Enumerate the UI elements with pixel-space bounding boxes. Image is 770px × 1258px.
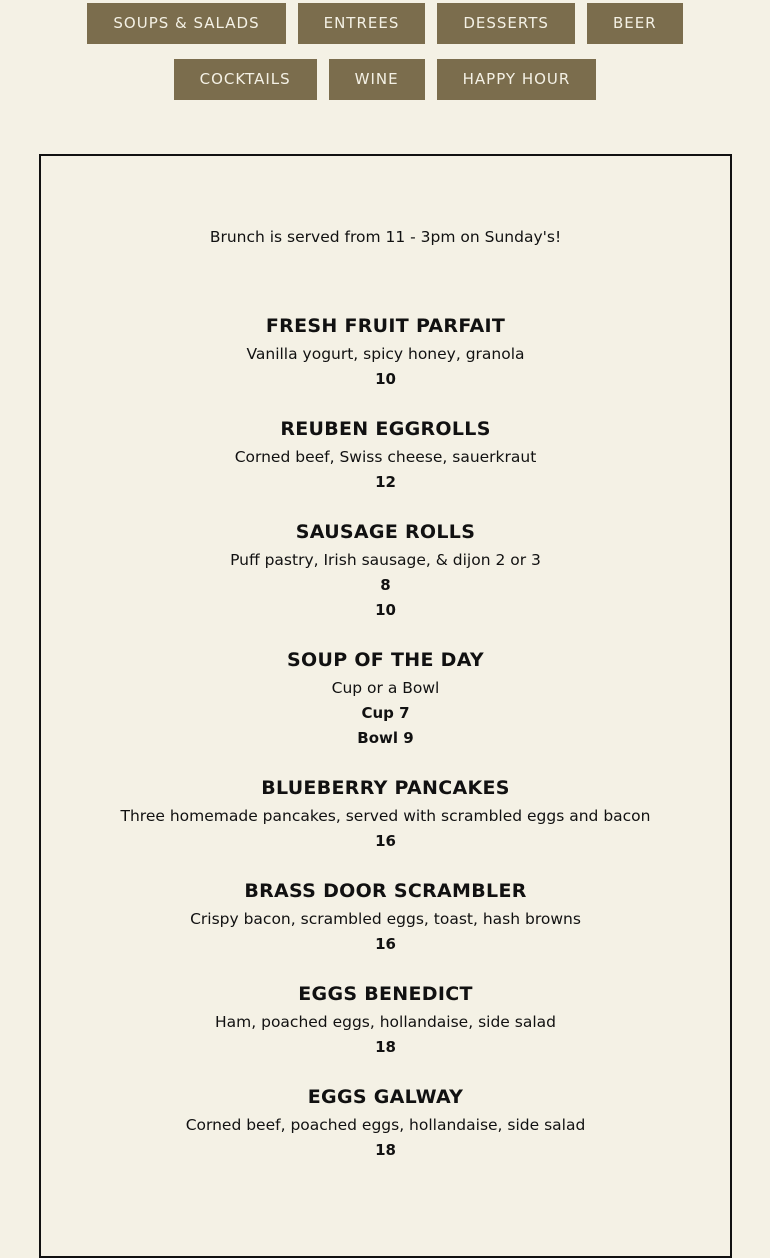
menu-item-price: 8: [380, 576, 391, 594]
nav-button-desserts[interactable]: DESSERTS: [437, 3, 575, 44]
menu-item-name: SOUP OF THE DAY: [287, 649, 484, 671]
menu-item-description: Three homemade pancakes, served with scrambled eggs and bacon: [120, 807, 651, 825]
menu-item-description: Corned beef, Swiss cheese, sauerkraut: [234, 448, 537, 466]
nav-row-1: [0, 3, 770, 44]
menu-item-price: 10: [375, 370, 396, 388]
menu-item-price: Cup 7: [361, 704, 410, 722]
menu-item-name: BRASS DOOR SCRAMBLER: [244, 880, 527, 902]
menu-item: [41, 1083, 730, 1163]
menu-item-name: BLUEBERRY PANCAKES: [261, 777, 510, 799]
menu-item: [41, 646, 730, 751]
menu-item: [41, 980, 730, 1060]
menu-item-name: SAUSAGE ROLLS: [295, 521, 476, 543]
menu-item-description: Ham, poached eggs, hollandaise, side salad: [215, 1013, 556, 1031]
menu-item-price: 10: [375, 601, 396, 619]
menu-item-description: Vanilla yogurt, spicy honey, granola: [246, 345, 525, 363]
menu-item-name: FRESH FRUIT PARFAIT: [265, 315, 506, 337]
menu-item-name: REUBEN EGGROLLS: [280, 418, 491, 440]
menu-item: [41, 518, 730, 623]
menu-item-description: Corned beef, poached eggs, hollandaise, side salad: [185, 1116, 586, 1134]
menu-item: [41, 312, 730, 392]
nav-button-cocktails[interactable]: COCKTAILS: [174, 59, 317, 100]
menu-item-description: Puff pastry, Irish sausage, & dijon 2 or 3: [230, 551, 541, 569]
menu-item-price: Bowl 9: [357, 729, 414, 747]
nav-button-entrees[interactable]: ENTREES: [298, 3, 426, 44]
brunch-menu-panel: [39, 154, 732, 1258]
nav-button-beer[interactable]: BEER: [587, 3, 683, 44]
menu-item: [41, 877, 730, 957]
menu-item: [41, 774, 730, 854]
menu-item-name: EGGS BENEDICT: [298, 983, 473, 1005]
brunch-hours-note: Brunch is served from 11 - 3pm on Sunday's!: [209, 228, 562, 246]
menu-item-price: 12: [375, 473, 396, 491]
menu-item-price: 16: [375, 935, 396, 953]
nav-button-happy-hour[interactable]: HAPPY HOUR: [437, 59, 597, 100]
nav-button-wine[interactable]: WINE: [329, 59, 425, 100]
nav-row-2: [0, 59, 770, 100]
menu-item-name: EGGS GALWAY: [307, 1086, 464, 1108]
menu-item-description: Cup or a Bowl: [331, 679, 440, 697]
menu-item-price: 18: [375, 1141, 396, 1159]
menu-item: [41, 415, 730, 495]
menu-category-nav: [0, 0, 770, 100]
menu-item-list: [41, 312, 730, 1186]
menu-item-price: 18: [375, 1038, 396, 1056]
nav-button-soups-salads[interactable]: SOUPS & SALADS: [87, 3, 285, 44]
menu-item-price: 16: [375, 832, 396, 850]
menu-item-description: Crispy bacon, scrambled eggs, toast, hash browns: [190, 910, 581, 928]
